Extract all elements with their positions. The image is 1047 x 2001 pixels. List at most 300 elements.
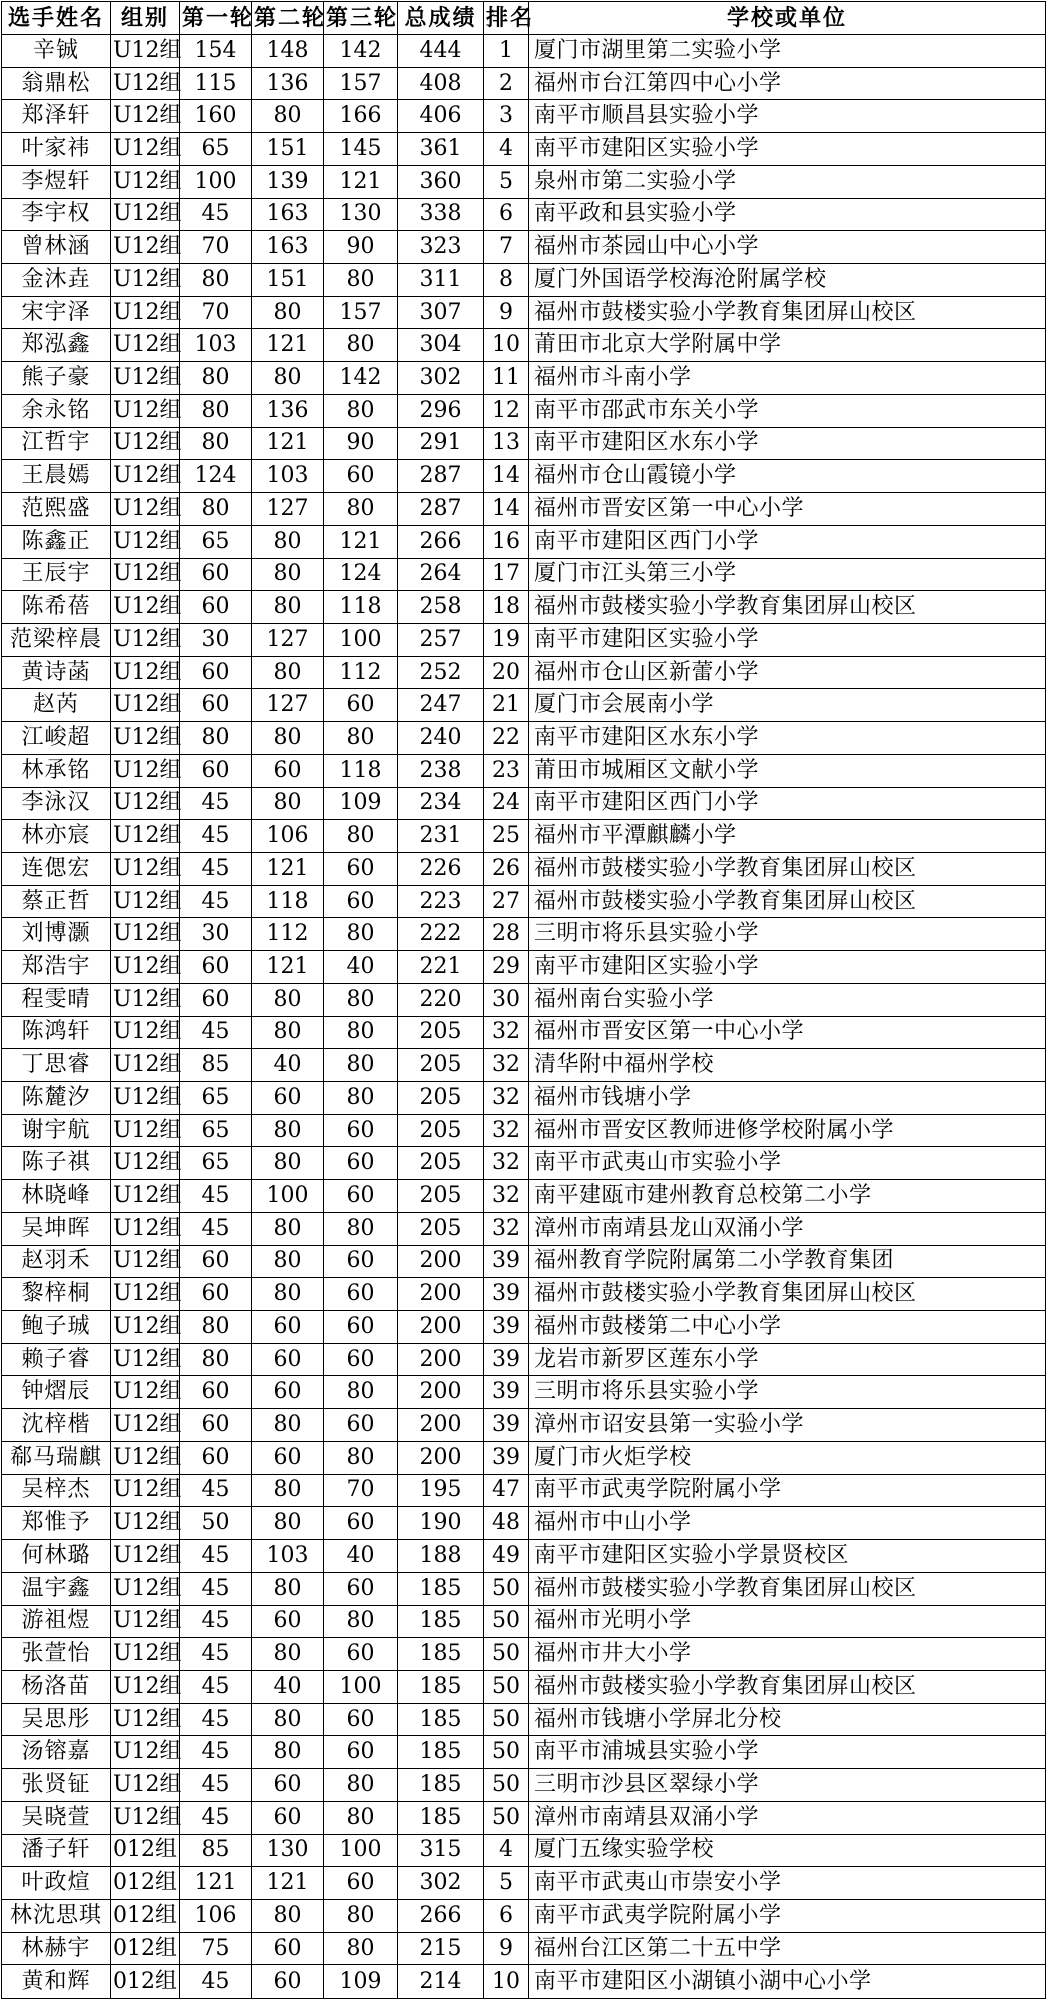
cell-round-1: 60 — [180, 1409, 252, 1442]
cell-player-name: 江峻超 — [2, 722, 111, 755]
cell-rank: 50 — [484, 1638, 529, 1671]
cell-player-name: 陈希蓓 — [2, 591, 111, 624]
cell-rank: 2 — [484, 67, 529, 100]
table-row — [2, 1932, 1046, 1965]
header-group: 组别 — [111, 2, 180, 35]
cell-round-2: 80 — [252, 1572, 324, 1605]
cell-round-3: 121 — [324, 165, 398, 198]
cell-rank: 1 — [484, 35, 529, 68]
cell-round-2: 127 — [252, 493, 324, 526]
cell-round-3: 109 — [324, 787, 398, 820]
cell-group: U12组 — [111, 1507, 180, 1540]
table-row — [2, 1409, 1046, 1442]
cell-school: 南平市邵武市东关小学 — [529, 394, 1046, 427]
cell-group: U12组 — [111, 1245, 180, 1278]
cell-group: U12组 — [111, 296, 180, 329]
table-row — [2, 591, 1046, 624]
cell-player-name: 黄诗菡 — [2, 656, 111, 689]
table-row — [2, 1769, 1046, 1802]
cell-rank: 3 — [484, 100, 529, 133]
cell-player-name: 鲍子珹 — [2, 1311, 111, 1344]
table-row — [2, 754, 1046, 787]
cell-round-1: 45 — [180, 198, 252, 231]
table-row — [2, 1016, 1046, 1049]
cell-school: 南平市武夷学院附属小学 — [529, 1899, 1046, 1932]
cell-school: 南平市建阳区西门小学 — [529, 525, 1046, 558]
cell-total: 205 — [398, 1147, 484, 1180]
cell-rank: 32 — [484, 1082, 529, 1115]
cell-player-name: 叶家祎 — [2, 133, 111, 166]
cell-school: 福州市钱塘小学 — [529, 1082, 1046, 1115]
cell-round-3: 60 — [324, 1147, 398, 1180]
header-rank: 排名 — [484, 2, 529, 35]
cell-group: U12组 — [111, 852, 180, 885]
cell-round-3: 60 — [324, 1703, 398, 1736]
cell-player-name: 连偲宏 — [2, 852, 111, 885]
cell-rank: 50 — [484, 1769, 529, 1802]
cell-rank: 25 — [484, 820, 529, 853]
cell-school: 莆田市城厢区文献小学 — [529, 754, 1046, 787]
cell-round-2: 60 — [252, 754, 324, 787]
cell-total: 360 — [398, 165, 484, 198]
cell-total: 200 — [398, 1343, 484, 1376]
cell-round-2: 80 — [252, 1245, 324, 1278]
header-row — [2, 2, 1046, 35]
cell-total: 185 — [398, 1605, 484, 1638]
cell-round-1: 100 — [180, 165, 252, 198]
cell-player-name: 林晓峰 — [2, 1180, 111, 1213]
cell-rank: 39 — [484, 1376, 529, 1409]
cell-round-1: 60 — [180, 656, 252, 689]
cell-round-1: 80 — [180, 362, 252, 395]
table-row — [2, 918, 1046, 951]
cell-round-1: 85 — [180, 1834, 252, 1867]
cell-round-2: 60 — [252, 1082, 324, 1115]
cell-group: U12组 — [111, 591, 180, 624]
cell-player-name: 陈子祺 — [2, 1147, 111, 1180]
cell-round-1: 45 — [180, 852, 252, 885]
cell-total: 200 — [398, 1409, 484, 1442]
table-row — [2, 67, 1046, 100]
cell-player-name: 吴晓萱 — [2, 1801, 111, 1834]
cell-total: 205 — [398, 1082, 484, 1115]
cell-round-2: 80 — [252, 1474, 324, 1507]
cell-rank: 5 — [484, 165, 529, 198]
table-row — [2, 558, 1046, 591]
cell-group: U12组 — [111, 1441, 180, 1474]
cell-rank: 9 — [484, 296, 529, 329]
cell-round-3: 60 — [324, 1572, 398, 1605]
cell-group: U12组 — [111, 1605, 180, 1638]
cell-school: 南平市建阳区水东小学 — [529, 722, 1046, 755]
cell-round-1: 45 — [180, 1474, 252, 1507]
cell-rank: 50 — [484, 1605, 529, 1638]
cell-total: 240 — [398, 722, 484, 755]
cell-school: 漳州市南靖县双涌小学 — [529, 1801, 1046, 1834]
cell-group: U12组 — [111, 722, 180, 755]
cell-round-1: 65 — [180, 525, 252, 558]
cell-rank: 50 — [484, 1736, 529, 1769]
cell-round-2: 130 — [252, 1834, 324, 1867]
cell-round-3: 157 — [324, 67, 398, 100]
cell-rank: 14 — [484, 460, 529, 493]
table-row — [2, 1212, 1046, 1245]
cell-school: 福州教育学院附属第二小学教育集团 — [529, 1245, 1046, 1278]
cell-school: 福州南台实验小学 — [529, 983, 1046, 1016]
cell-round-1: 60 — [180, 1245, 252, 1278]
cell-player-name: 吴思彤 — [2, 1703, 111, 1736]
cell-round-3: 60 — [324, 1507, 398, 1540]
table-row — [2, 1049, 1046, 1082]
cell-round-2: 121 — [252, 1867, 324, 1900]
cell-school: 南平市建阳区实验小学 — [529, 133, 1046, 166]
cell-total: 226 — [398, 852, 484, 885]
cell-school: 福州市鼓楼实验小学教育集团屏山校区 — [529, 852, 1046, 885]
cell-round-3: 80 — [324, 394, 398, 427]
cell-group: U12组 — [111, 1540, 180, 1573]
table-row — [2, 1540, 1046, 1573]
cell-group: U12组 — [111, 951, 180, 984]
cell-total: 185 — [398, 1703, 484, 1736]
cell-rank: 32 — [484, 1049, 529, 1082]
cell-total: 215 — [398, 1932, 484, 1965]
cell-round-2: 60 — [252, 1376, 324, 1409]
table-row — [2, 1474, 1046, 1507]
table-row — [2, 165, 1046, 198]
cell-group: U12组 — [111, 885, 180, 918]
cell-round-2: 40 — [252, 1049, 324, 1082]
cell-round-2: 80 — [252, 1147, 324, 1180]
cell-school: 南平市建阳区实验小学 — [529, 623, 1046, 656]
cell-round-3: 60 — [324, 1180, 398, 1213]
cell-player-name: 叶政煊 — [2, 1867, 111, 1900]
cell-round-3: 80 — [324, 1605, 398, 1638]
cell-rank: 23 — [484, 754, 529, 787]
cell-group: U12组 — [111, 623, 180, 656]
cell-total: 238 — [398, 754, 484, 787]
cell-player-name: 江哲宇 — [2, 427, 111, 460]
cell-round-2: 163 — [252, 231, 324, 264]
cell-group: U12组 — [111, 1474, 180, 1507]
cell-round-2: 163 — [252, 198, 324, 231]
cell-player-name: 余永铭 — [2, 394, 111, 427]
cell-round-2: 80 — [252, 1114, 324, 1147]
cell-school: 厦门五缘实验学校 — [529, 1834, 1046, 1867]
table-row — [2, 493, 1046, 526]
cell-round-3: 166 — [324, 100, 398, 133]
cell-school: 南平市浦城县实验小学 — [529, 1736, 1046, 1769]
cell-round-1: 103 — [180, 329, 252, 362]
cell-player-name: 何林璐 — [2, 1540, 111, 1573]
cell-round-3: 80 — [324, 722, 398, 755]
cell-round-3: 60 — [324, 1638, 398, 1671]
cell-round-1: 154 — [180, 35, 252, 68]
cell-group: U12组 — [111, 1376, 180, 1409]
table-row — [2, 1311, 1046, 1344]
table-row — [2, 525, 1046, 558]
cell-round-1: 60 — [180, 1278, 252, 1311]
cell-round-3: 80 — [324, 1376, 398, 1409]
cell-school: 南平建瓯市建州教育总校第二小学 — [529, 1180, 1046, 1213]
cell-total: 287 — [398, 460, 484, 493]
cell-player-name: 赵芮 — [2, 689, 111, 722]
cell-round-1: 70 — [180, 231, 252, 264]
cell-player-name: 赖子睿 — [2, 1343, 111, 1376]
cell-school: 福州台江区第二十五中学 — [529, 1932, 1046, 1965]
cell-round-2: 80 — [252, 558, 324, 591]
cell-rank: 10 — [484, 1965, 529, 1999]
header-round-1: 第一轮 — [180, 2, 252, 35]
cell-player-name: 沈梓楷 — [2, 1409, 111, 1442]
cell-round-2: 80 — [252, 296, 324, 329]
cell-group: U12组 — [111, 754, 180, 787]
cell-total: 257 — [398, 623, 484, 656]
cell-round-2: 103 — [252, 1540, 324, 1573]
cell-round-3: 60 — [324, 460, 398, 493]
cell-group: 012组 — [111, 1965, 180, 1999]
cell-group: 012组 — [111, 1834, 180, 1867]
cell-rank: 21 — [484, 689, 529, 722]
cell-round-1: 75 — [180, 1932, 252, 1965]
cell-total: 361 — [398, 133, 484, 166]
cell-round-1: 60 — [180, 1441, 252, 1474]
cell-round-2: 80 — [252, 1212, 324, 1245]
cell-rank: 6 — [484, 198, 529, 231]
cell-total: 195 — [398, 1474, 484, 1507]
cell-round-1: 60 — [180, 951, 252, 984]
cell-round-1: 80 — [180, 427, 252, 460]
cell-group: U12组 — [111, 820, 180, 853]
cell-round-2: 60 — [252, 1343, 324, 1376]
cell-total: 205 — [398, 1049, 484, 1082]
cell-round-2: 80 — [252, 1899, 324, 1932]
cell-rank: 26 — [484, 852, 529, 885]
cell-rank: 28 — [484, 918, 529, 951]
cell-school: 厦门市江头第三小学 — [529, 558, 1046, 591]
cell-round-3: 60 — [324, 1736, 398, 1769]
cell-school: 泉州市第二实验小学 — [529, 165, 1046, 198]
cell-round-3: 80 — [324, 1932, 398, 1965]
cell-total: 205 — [398, 1212, 484, 1245]
cell-rank: 8 — [484, 264, 529, 297]
table-row — [2, 623, 1046, 656]
cell-player-name: 林承铭 — [2, 754, 111, 787]
cell-group: U12组 — [111, 264, 180, 297]
cell-round-2: 121 — [252, 329, 324, 362]
cell-rank: 30 — [484, 983, 529, 1016]
cell-school: 福州市平潭麒麟小学 — [529, 820, 1046, 853]
cell-total: 200 — [398, 1245, 484, 1278]
cell-group: U12组 — [111, 918, 180, 951]
cell-school: 厦门市火炬学校 — [529, 1441, 1046, 1474]
table-row — [2, 362, 1046, 395]
cell-group: U12组 — [111, 1409, 180, 1442]
cell-round-2: 121 — [252, 951, 324, 984]
cell-round-3: 60 — [324, 689, 398, 722]
cell-round-2: 80 — [252, 100, 324, 133]
cell-rank: 32 — [484, 1212, 529, 1245]
cell-player-name: 谢宇航 — [2, 1114, 111, 1147]
table-row — [2, 1376, 1046, 1409]
cell-round-2: 60 — [252, 1965, 324, 1999]
cell-total: 200 — [398, 1441, 484, 1474]
cell-round-3: 118 — [324, 591, 398, 624]
cell-round-2: 60 — [252, 1605, 324, 1638]
cell-total: 214 — [398, 1965, 484, 1999]
cell-round-1: 121 — [180, 1867, 252, 1900]
cell-rank: 16 — [484, 525, 529, 558]
cell-round-3: 100 — [324, 1670, 398, 1703]
cell-group: U12组 — [111, 362, 180, 395]
cell-player-name: 刘博灏 — [2, 918, 111, 951]
cell-rank: 39 — [484, 1278, 529, 1311]
table-row — [2, 1343, 1046, 1376]
cell-round-3: 40 — [324, 1540, 398, 1573]
cell-group: U12组 — [111, 1736, 180, 1769]
cell-player-name: 潘子轩 — [2, 1834, 111, 1867]
cell-group: U12组 — [111, 983, 180, 1016]
table-row — [2, 296, 1046, 329]
cell-player-name: 王晨嫣 — [2, 460, 111, 493]
cell-player-name: 黄和辉 — [2, 1965, 111, 1999]
table-row — [2, 1114, 1046, 1147]
cell-rank: 22 — [484, 722, 529, 755]
cell-school: 福州市晋安区第一中心小学 — [529, 493, 1046, 526]
cell-player-name: 陈鸿轩 — [2, 1016, 111, 1049]
cell-group: U12组 — [111, 1180, 180, 1213]
cell-player-name: 熊子豪 — [2, 362, 111, 395]
cell-round-3: 90 — [324, 231, 398, 264]
cell-round-1: 60 — [180, 689, 252, 722]
table-row — [2, 1147, 1046, 1180]
cell-player-name: 游祖煜 — [2, 1605, 111, 1638]
cell-round-1: 80 — [180, 722, 252, 755]
cell-round-1: 45 — [180, 885, 252, 918]
cell-rank: 39 — [484, 1245, 529, 1278]
cell-school: 福州市光明小学 — [529, 1605, 1046, 1638]
cell-round-1: 50 — [180, 1507, 252, 1540]
cell-player-name: 陈鑫正 — [2, 525, 111, 558]
cell-round-2: 60 — [252, 1311, 324, 1344]
cell-round-2: 80 — [252, 787, 324, 820]
cell-round-2: 127 — [252, 689, 324, 722]
cell-round-1: 45 — [180, 1212, 252, 1245]
cell-total: 185 — [398, 1670, 484, 1703]
cell-rank: 39 — [484, 1441, 529, 1474]
cell-round-3: 90 — [324, 427, 398, 460]
table-row — [2, 1867, 1046, 1900]
cell-group: U12组 — [111, 689, 180, 722]
cell-round-2: 118 — [252, 885, 324, 918]
cell-round-3: 80 — [324, 1441, 398, 1474]
cell-player-name: 宋宇泽 — [2, 296, 111, 329]
cell-round-1: 45 — [180, 1180, 252, 1213]
table-row — [2, 1834, 1046, 1867]
cell-round-3: 80 — [324, 329, 398, 362]
cell-group: U12组 — [111, 165, 180, 198]
cell-round-3: 80 — [324, 983, 398, 1016]
cell-school: 厦门外国语学校海沧附属学校 — [529, 264, 1046, 297]
cell-total: 247 — [398, 689, 484, 722]
cell-round-3: 142 — [324, 35, 398, 68]
cell-player-name: 郑泓鑫 — [2, 329, 111, 362]
cell-total: 222 — [398, 918, 484, 951]
cell-total: 200 — [398, 1376, 484, 1409]
cell-group: U12组 — [111, 525, 180, 558]
cell-round-3: 60 — [324, 852, 398, 885]
cell-rank: 50 — [484, 1801, 529, 1834]
cell-round-2: 80 — [252, 656, 324, 689]
cell-group: U12组 — [111, 67, 180, 100]
table-row — [2, 983, 1046, 1016]
table-row — [2, 394, 1046, 427]
cell-school: 南平市建阳区小湖镇小湖中心小学 — [529, 1965, 1046, 1999]
cell-round-3: 60 — [324, 1311, 398, 1344]
cell-rank: 9 — [484, 1932, 529, 1965]
cell-rank: 7 — [484, 231, 529, 264]
cell-round-3: 80 — [324, 1049, 398, 1082]
cell-rank: 10 — [484, 329, 529, 362]
cell-round-2: 121 — [252, 852, 324, 885]
cell-round-1: 60 — [180, 983, 252, 1016]
cell-player-name: 吴坤晖 — [2, 1212, 111, 1245]
table-row — [2, 656, 1046, 689]
cell-player-name: 汤镕嘉 — [2, 1736, 111, 1769]
cell-player-name: 翁鼎松 — [2, 67, 111, 100]
cell-group: U12组 — [111, 329, 180, 362]
cell-school: 南平市建阳区西门小学 — [529, 787, 1046, 820]
cell-player-name: 林沈思琪 — [2, 1899, 111, 1932]
cell-school: 福州市茶园山中心小学 — [529, 231, 1046, 264]
cell-total: 223 — [398, 885, 484, 918]
cell-player-name: 丁思睿 — [2, 1049, 111, 1082]
cell-rank: 29 — [484, 951, 529, 984]
cell-round-3: 121 — [324, 525, 398, 558]
cell-school: 福州市鼓楼实验小学教育集团屏山校区 — [529, 885, 1046, 918]
cell-school: 南平市武夷学院附属小学 — [529, 1474, 1046, 1507]
cell-rank: 50 — [484, 1703, 529, 1736]
cell-round-3: 142 — [324, 362, 398, 395]
cell-school: 漳州市诏安县第一实验小学 — [529, 1409, 1046, 1442]
cell-rank: 32 — [484, 1114, 529, 1147]
cell-round-2: 80 — [252, 1703, 324, 1736]
cell-group: U12组 — [111, 1114, 180, 1147]
cell-group: U12组 — [111, 1016, 180, 1049]
header-round-2: 第二轮 — [252, 2, 324, 35]
cell-player-name: 郑浩宇 — [2, 951, 111, 984]
table-row — [2, 1245, 1046, 1278]
cell-total: 188 — [398, 1540, 484, 1573]
cell-round-3: 80 — [324, 1769, 398, 1802]
cell-group: U12组 — [111, 198, 180, 231]
table-row — [2, 1736, 1046, 1769]
cell-round-2: 139 — [252, 165, 324, 198]
table-row — [2, 329, 1046, 362]
cell-total: 220 — [398, 983, 484, 1016]
cell-total: 266 — [398, 525, 484, 558]
cell-round-3: 80 — [324, 1801, 398, 1834]
cell-round-2: 80 — [252, 1278, 324, 1311]
cell-total: 200 — [398, 1311, 484, 1344]
cell-rank: 50 — [484, 1572, 529, 1605]
cell-school: 福州市台江第四中心小学 — [529, 67, 1046, 100]
cell-rank: 11 — [484, 362, 529, 395]
cell-round-3: 80 — [324, 820, 398, 853]
table-row — [2, 427, 1046, 460]
cell-round-3: 60 — [324, 1245, 398, 1278]
cell-total: 444 — [398, 35, 484, 68]
cell-school: 厦门市会展南小学 — [529, 689, 1046, 722]
